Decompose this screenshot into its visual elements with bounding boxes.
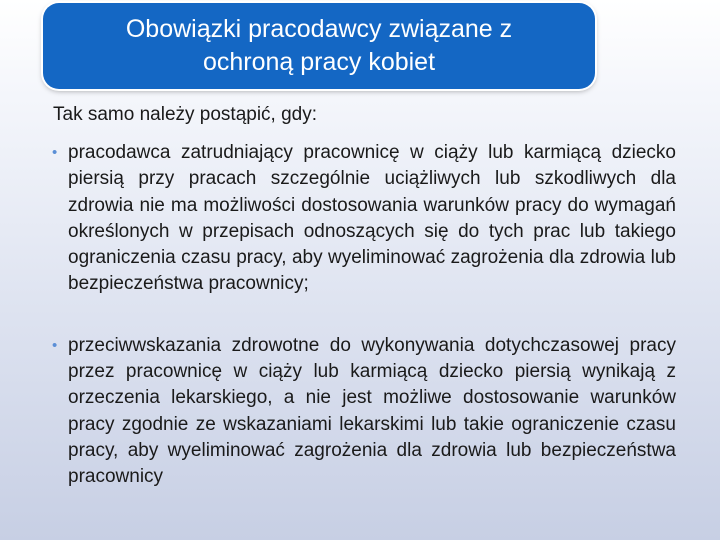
- bullet-list: [52, 140, 676, 491]
- bullet-item: [52, 333, 676, 491]
- bullet-marker: •: [52, 144, 58, 161]
- bullet-text: przeciwwskazania zdrowotne do wykonywania dotychczasowej pracy przez pracownicę w ciąży lub karmiącą dziecko piersią wynikają z orzeczenia lekarskiego, a nie jest możliwe dostosowanie warunków pracy zgodnie ze wskazaniami lekarskimi lub takie ograniczenie czasu pracy, aby wyeliminować zagrożenia dla zdrowia lub bezpieczeństwa pracownicy: [68, 334, 676, 488]
- bullet-text: pracodawca zatrudniający pracownicę w ciąży lub karmiącą dziecko piersią przy pracach szczególnie uciążliwych lub szkodliwych dla zdrowia nie ma możliwości dostosowania warunków pracy do wymagań określonych w przepisach odnoszących się do tych prac lub takiego ograniczenia czasu pracy, aby wyeliminować zagrożenia dla zdrowia lub bezpieczeństwa pracownicy;: [68, 142, 676, 295]
- intro-text: Tak samo należy postąpić, gdy:: [53, 104, 318, 125]
- bullet-marker: •: [52, 336, 58, 354]
- title-box: [43, 3, 595, 89]
- bullet-item: [52, 140, 676, 298]
- slide-title: Obowiązki pracodawcy związane z ochroną pracy kobiet: [125, 15, 513, 76]
